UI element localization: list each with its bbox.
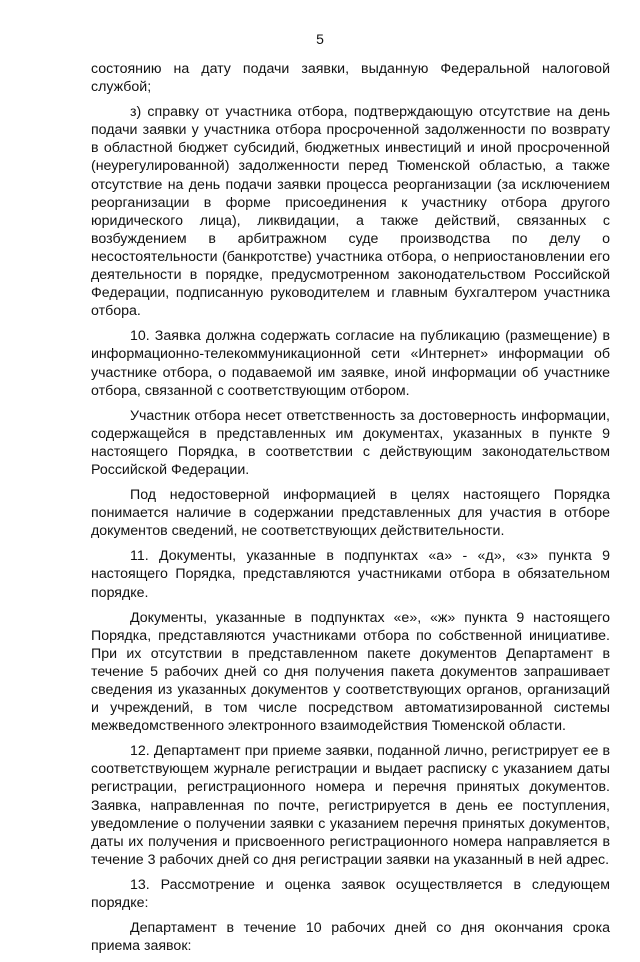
paragraph-item-10: 10. Заявка должна содержать согласие на публикацию (размещение) в информационно-телекоммуникационной сети «Интернет» информации об участнике отбора, о подаваемой им заявке, иной информации об участнике отбора, связанной с соответствующим отбором.: [91, 328, 610, 399]
document-body: [91, 60, 610, 962]
paragraph-item-11: 11. Документы, указанные в подпунктах «а» - «д», «з» пункта 9 настоящего Порядка, представляются участниками отбора в обязательном порядке.: [91, 548, 610, 601]
paragraph-subitem-z: з) справку от участника отбора, подтверждающую отсутствие на день подачи заявки у участника отбора просроченной задолженности по возврату в областной бюджет субсидий, бюджетных инвестиций и иной просроченной (неурегулированной) задолженности перед Тюменской областью, а также отсутствие на день подачи заявки процесса реорганизации (за исключением реорганизации в форме присоединения к участнику отбора другого юридического лица), ликвидации, а также действий, связанных с возбуждением в арбитражном суде производства по делу о несостоятельности (банкротстве) участника отбора, о неприостановлении его деятельности в порядке, предусмотренном законодательством Российской Федерации, подписанную руководителем и главным бухгалтером участника отбора.: [91, 104, 610, 320]
paragraph-responsibility: Участник отбора несет ответственность за достоверность информации, содержащейся в представленных им документах, указанных в пункте 9 настоящего Порядка, в соответствии с действующим законодательством Российской Федерации.: [91, 407, 610, 478]
paragraph-item-13: 13. Рассмотрение и оценка заявок осуществляется в следующем порядке:: [91, 876, 610, 912]
paragraph-department-review: Департамент в течение 10 рабочих дней со дня окончания срока приема заявок:: [91, 920, 610, 955]
paragraph-item-12: 12. Департамент при приеме заявки, поданной лично, регистрирует ее в соответствующем журнале регистрации и выдает расписку с указанием даты регистрации, регистрационного номера и перечня принятых документов. Заявка, направленная по почте, регистрируется в день ее поступления, уведомление о получении заявки с указанием перечня принятых документов, даты их получения и присвоенного регистрационного номера направляется в течение 3 рабочих дней со дня регистрации заявки на указанный в ней адрес.: [91, 743, 610, 868]
page-number: 5: [316, 31, 324, 47]
paragraph-false-information: Под недостоверной информацией в целях настоящего Порядка понимается наличие в содержании представленных для участия в отборе документов сведений, не соответствующих действительности.: [91, 487, 610, 540]
paragraph-own-initiative-documents: Документы, указанные в подпунктах «е», «ж» пункта 9 настоящего Порядка, представляются участниками отбора по собственной инициативе. При их отсутствии в представленном пакете документов Департамент в течение 5 рабочих дней со дня получения пакета документов запрашивает сведения из указанных документов у соответствующих органов, организаций и учреждений, в том числе посредством автоматизированной системы межведомственного электронного взаимодействия Тюменской области.: [91, 609, 610, 735]
paragraph-continuation: состоянию на дату подачи заявки, выданную Федеральной налоговой службой;: [91, 61, 610, 96]
